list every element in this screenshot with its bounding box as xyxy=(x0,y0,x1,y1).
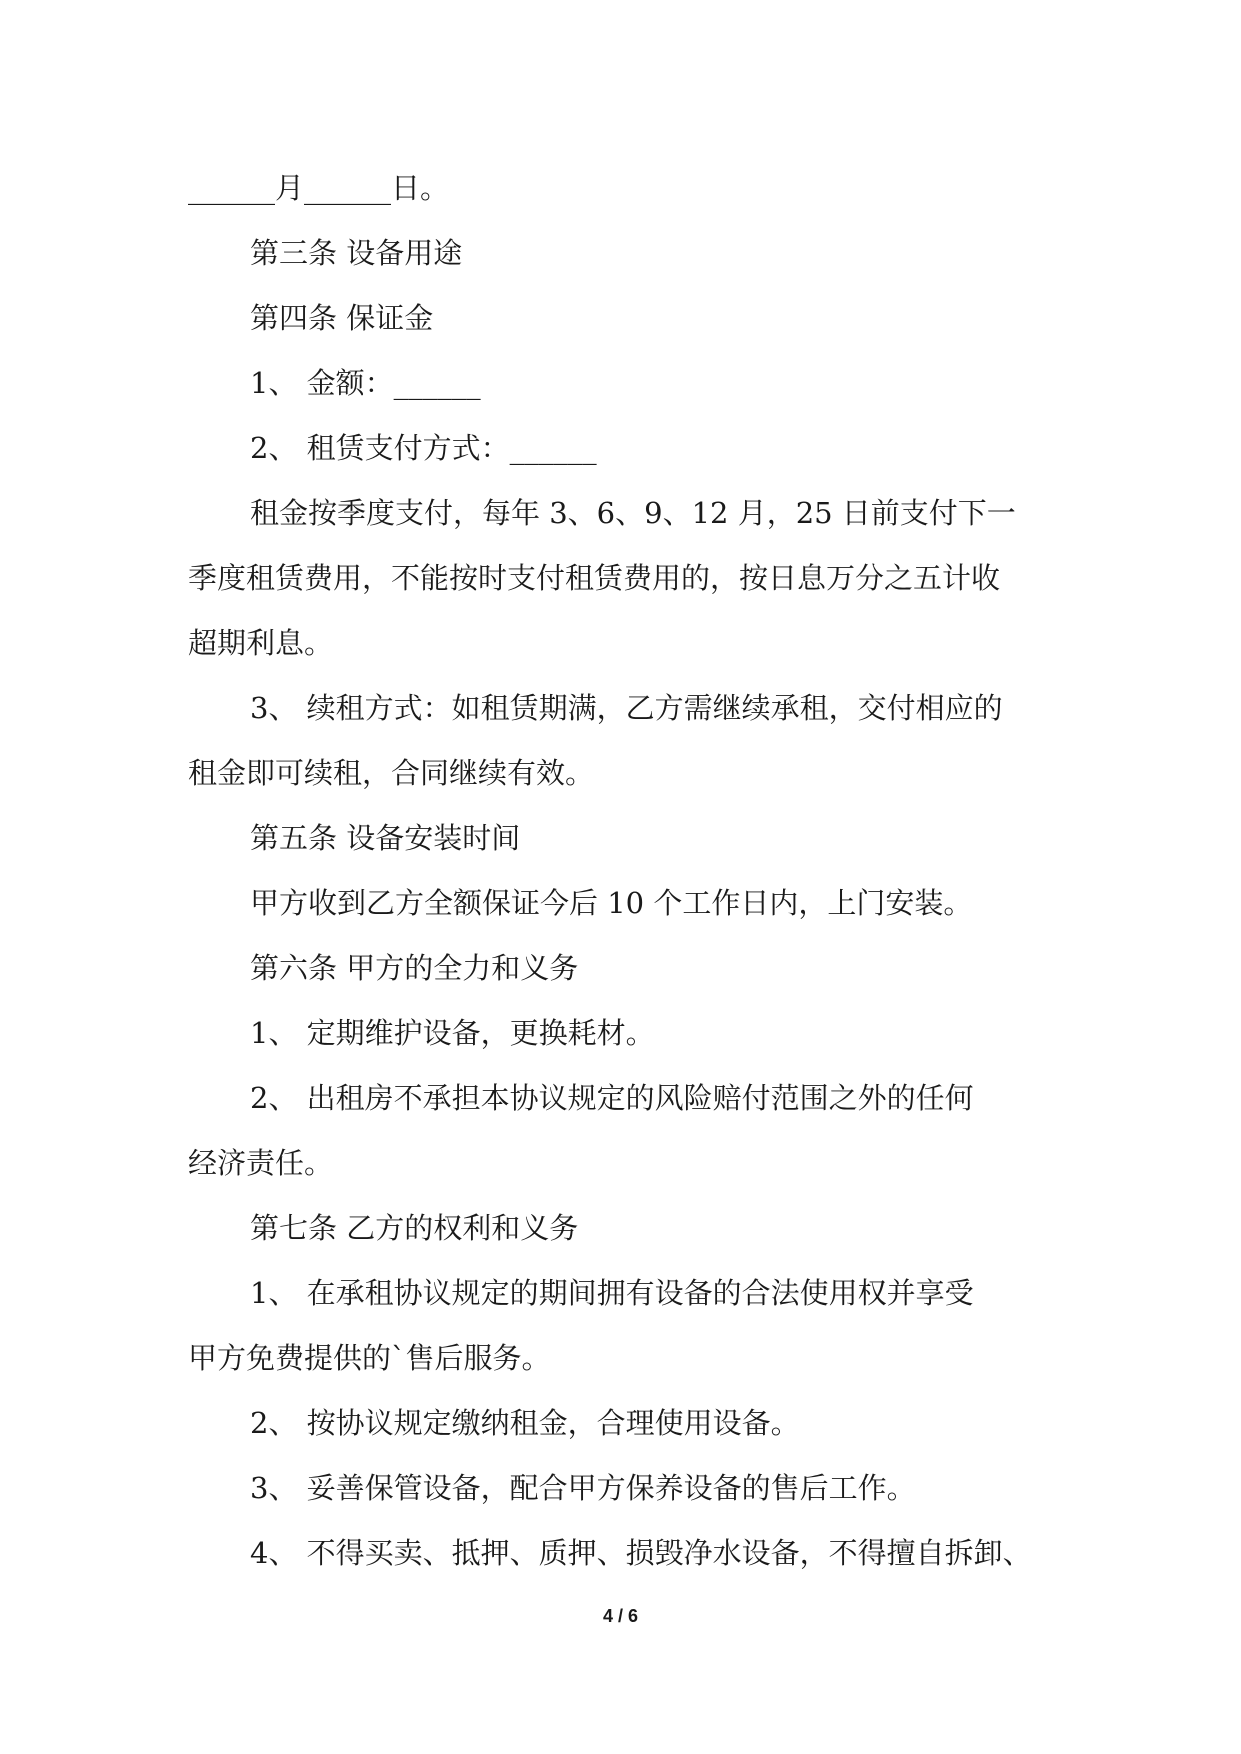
paragraph-line: 超期利息。 xyxy=(188,626,334,660)
section-heading-4: 第四条 保证金 xyxy=(250,301,434,335)
section-heading-7: 第七条 乙方的权利和义务 xyxy=(250,1211,579,1245)
paragraph-line: 租金即可续租，合同继续有效。 xyxy=(188,756,595,790)
clause-item: 3、 妥善保管设备，配合甲方保养设备的售后工作。 xyxy=(250,1471,916,1505)
clause-item: 2、 租赁支付方式：______ xyxy=(250,431,597,465)
page-number: 4 / 6 xyxy=(602,1606,639,1626)
section-heading-6: 第六条 甲方的全力和义务 xyxy=(250,951,579,985)
clause-item: 2、 出租房不承担本协议规定的风险赔付范围之外的任何 xyxy=(250,1081,974,1115)
text-line: ______月______日。 xyxy=(188,171,450,205)
paragraph-line: 季度租赁费用，不能按时支付租赁费用的，按日息万分之五计收 xyxy=(188,561,1001,595)
clause-item: 1、 定期维护设备，更换耗材。 xyxy=(250,1016,655,1050)
clause-item: 1、 在承租协议规定的期间拥有设备的合法使用权并享受 xyxy=(250,1276,974,1310)
paragraph-line: 甲方免费提供的`售后服务。 xyxy=(188,1341,551,1375)
document-body xyxy=(188,156,1058,1586)
clause-item: 3、 续租方式：如租赁期满，乙方需继续承租，交付相应的 xyxy=(250,691,1003,725)
clause-item: 1、 金额：______ xyxy=(250,366,481,400)
paragraph-line: 租金按季度支付，每年 3、6、9、12 月，25 日前支付下一 xyxy=(250,496,1016,530)
clause-item: 2、 按协议规定缴纳租金，合理使用设备。 xyxy=(250,1406,800,1440)
paragraph-line: 甲方收到乙方全额保证今后 10 个工作日内，上门安装。 xyxy=(250,886,973,920)
clause-item: 4、 不得买卖、抵押、质押、损毁净水设备，不得擅自拆卸、 xyxy=(250,1536,1032,1570)
section-heading-3: 第三条 设备用途 xyxy=(250,236,463,270)
section-heading-5: 第五条 设备安装时间 xyxy=(250,821,521,855)
paragraph-line: 经济责任。 xyxy=(188,1146,334,1180)
